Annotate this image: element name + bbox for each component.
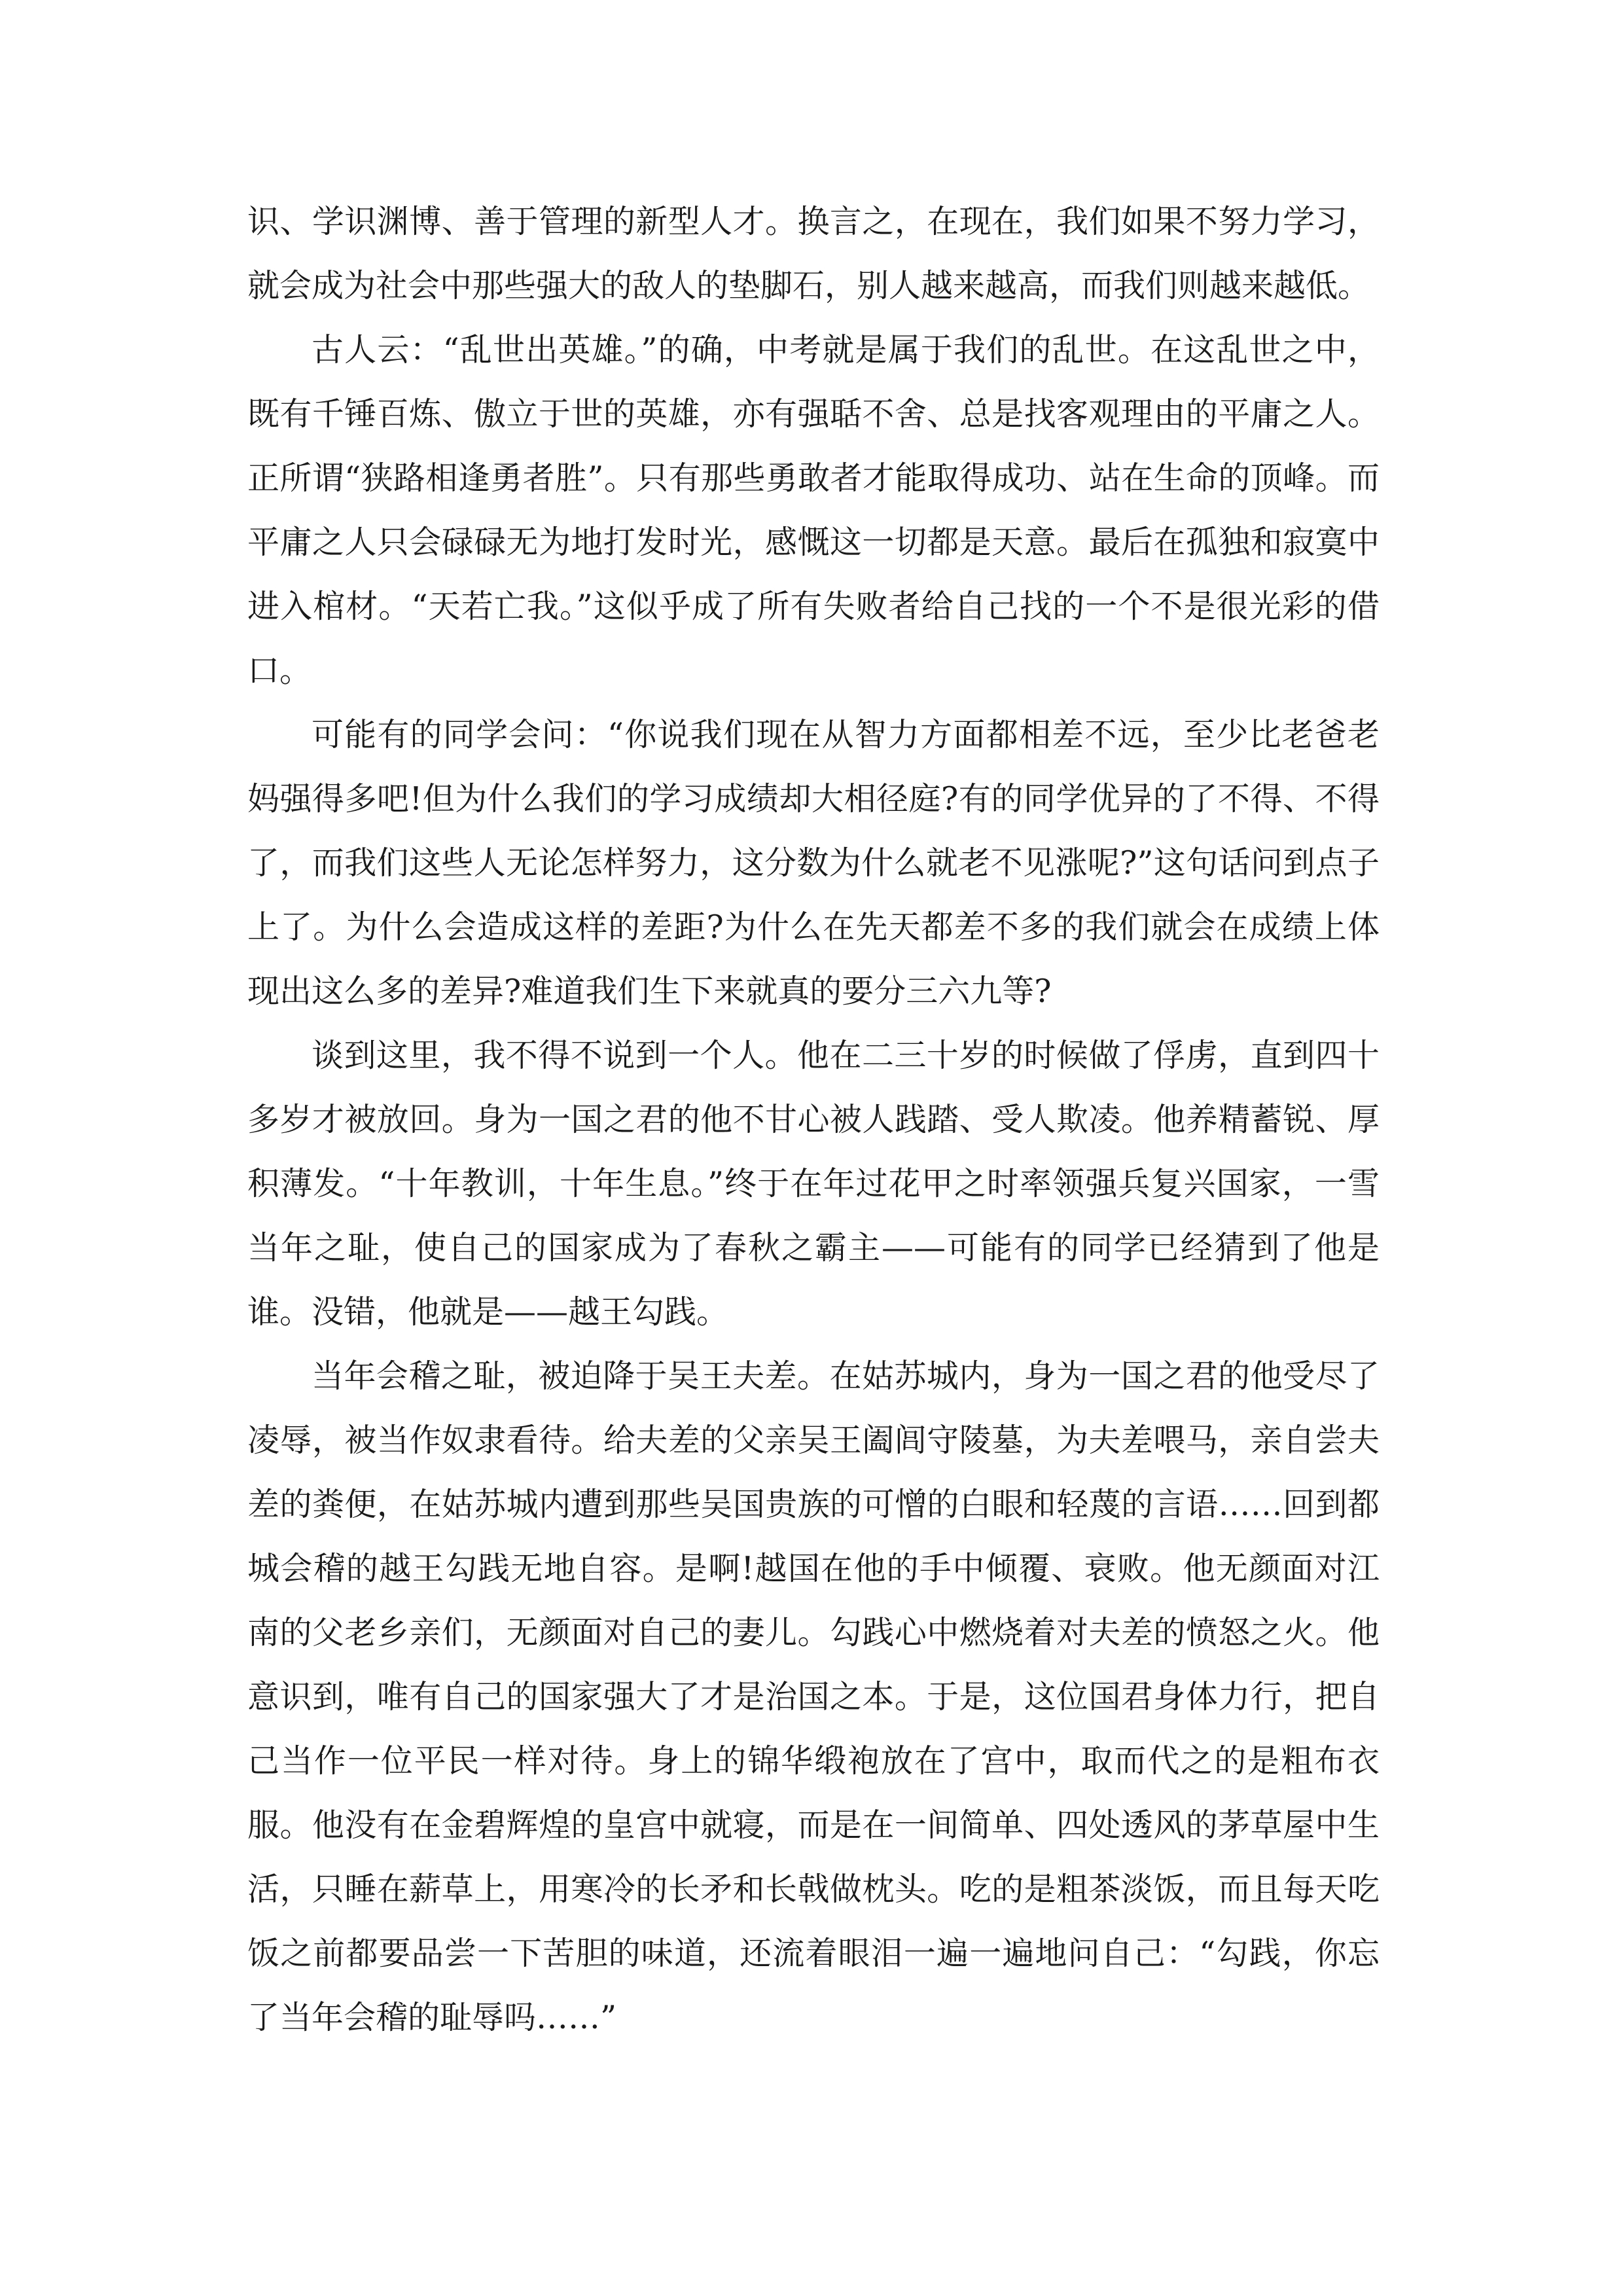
paragraph: 可能有的同学会问：“你说我们现在从智力方面都相差不远，至少比老爸老妈强得多吧!但为什么我们的学习成绩却大相径庭?有的同学优异的了不得、不得了，而我们这些人无论怎样努力，这分数为什么就老不见涨呢?”这句话问到点子上了。为什么会造成这样的差距?为什么在先天都差不多的我们就会在成绩上体现出这么多的差异?难道我们生下来就真的要分三六九等? [247,716,1380,1010]
paragraph: 古人云：“乱世出英雄。”的确，中考就是属于我们的乱世。在这乱世之中，既有千锤百炼、傲立于世的英雄，亦有强聒不舍、总是找客观理由的平庸之人。正所谓“狭路相逢勇者胜”。只有那些勇敢者才能取得成功、站在生命的顶峰。而平庸之人只会碌碌无为地打发时光，感慨这一切都是天意。最后在孤独和寂寞中进入棺材。“天若亡我。”这似乎成了所有失败者给自己找的一个不是很光彩的借口。 [247,331,1380,689]
paragraph: 识、学识渊博、善于管理的新型人才。换言之，在现在，我们如果不努力学习，就会成为社会中那些强大的敌人的垫脚石，别人越来越高，而我们则越来越低。 [247,203,1380,304]
paragraph: 谈到这里，我不得不说到一个人。他在二三十岁的时候做了俘虏，直到四十多岁才被放回。身为一国之君的他不甘心被人践踏、受人欺凌。他养精蓄锐、厚积薄发。“十年教训，十年生息。”终于在年过花甲之时率领强兵复兴国家，一雪当年之耻，使自己的国家成为了春秋之霸主——可能有的同学已经猜到了他是谁。没错，他就是——越王勾践。 [247,1037,1380,1331]
document-body [247,190,1380,2050]
paragraph: 当年会稽之耻，被迫降于吴王夫差。在姑苏城内，身为一国之君的他受尽了凌辱，被当作奴隶看待。给夫差的父亲吴王阖闾守陵墓，为夫差喂马，亲自尝夫差的粪便，在姑苏城内遭到那些吴国贵族的可憎的白眼和轻蔑的言语……回到都城会稽的越王勾践无地自容。是啊!越国在他的手中倾覆、衰败。他无颜面对江南的父老乡亲们，无颜面对自己的妻儿。勾践心中燃烧着对夫差的愤怒之火。他意识到，唯有自己的国家强大了才是治国之本。于是，这位国君身体力行，把自己当作一位平民一样对待。身上的锦华缎袍放在了宫中，取而代之的是粗布衣服。他没有在金碧辉煌的皇宫中就寝，而是在一间简单、四处透风的茅草屋中生活，只睡在薪草上，用寒冷的长矛和长戟做枕头。吃的是粗茶淡饭，而且每天吃饭之前都要品尝一下苦胆的味道，还流着眼泪一遍一遍地问自己：“勾践，你忘了当年会稽的耻辱吗……” [247,1357,1380,2036]
